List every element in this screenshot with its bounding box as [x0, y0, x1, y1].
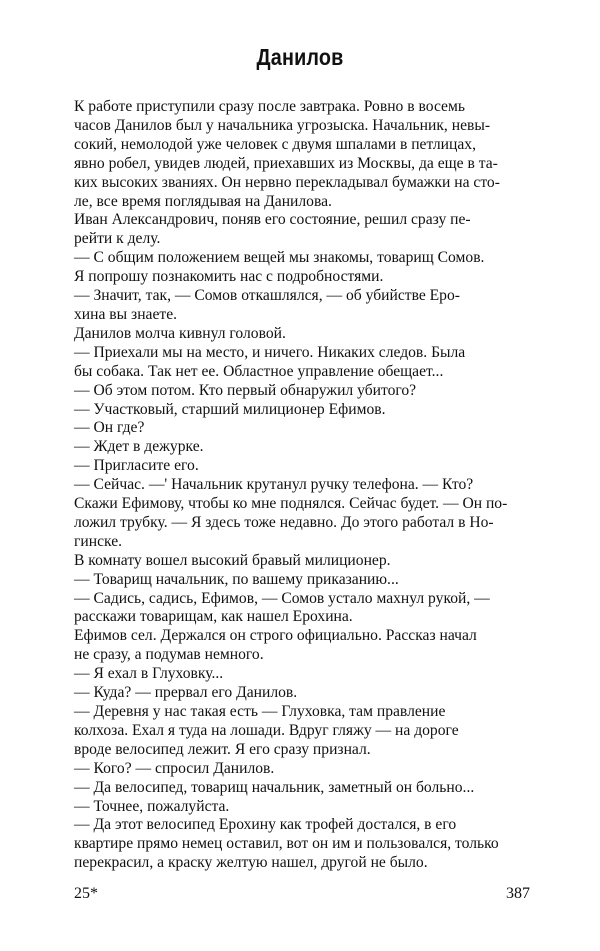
paragraph: — Да велосипед, товарищ начальник, заметный он больно... [74, 778, 475, 796]
paragraph: Иван Александрович, поняв его состояние, решил сразу пе- рейти к делу. [74, 211, 471, 248]
paragraph: — С общим положением вещей мы знакомы, товарищ Сомов. Я попрошу познакомить нас с подробностями. [74, 249, 485, 286]
paragraph: — Куда? — прервал его Данилов. [74, 684, 298, 702]
paragraph: — Точнее, пожалуйста. [74, 797, 230, 815]
paragraph: — Об этом потом. Кто первый обнаружил убитого? [74, 381, 417, 399]
paragraph: — Садись, садись, Ефимов, — Сомов устало махнул рукой, — расскажи товарищам, как нашел Ерохина. [74, 589, 490, 626]
paragraph: Ефимов сел. Держался он строго официально. Рассказ начал не сразу, а подумав немного. [74, 627, 477, 664]
paragraph: — Он где? [74, 419, 145, 437]
body-text [74, 98, 530, 873]
paragraph: — Значит, так, — Сомов откашлялся, — об убийстве Еро- хина вы знаете. [74, 287, 460, 323]
paragraph: — Кого? — спросил Данилов. [74, 759, 275, 777]
signature-mark: 25* [74, 885, 98, 902]
paragraph: — Приехали мы на место, и ничего. Никаких следов. Была бы собака. Так нет ее. Областное управление обещает... [74, 343, 466, 380]
paragraph: — Деревня у нас такая есть — Глуховка, там правление колхоза. Ехал я туда на лошади. Вдруг гляжу — на дороге вроде велосипед лежит. Я его сразу признал. [74, 703, 459, 758]
paragraph: — Участковый, старший милиционер Ефимов. [74, 400, 386, 418]
chapter-title: Данилов [256, 44, 344, 70]
paragraph: — Ждет в дежурке. [74, 438, 204, 456]
page-number: 387 [506, 885, 530, 902]
paragraph: Данилов молча кивнул головой. [74, 324, 286, 342]
paragraph: — Да этот велосипед Ерохину как трофей достался, в его квартире прямо немец оставил, вот он им и пользовался, только перекрасил, а краску желтую нашел, другой не было. [74, 816, 499, 872]
paragraph: — Товарищ начальник, по вашему приказанию... [74, 570, 399, 588]
paragraph: В комнату вошел высокий бравый милиционер. [74, 551, 391, 569]
paragraph: К работе приступили сразу после завтрака. Ровно в восемь часов Данилов был у начальника угрозыска. Начальник, невы- сокий, немолодой уже человек с двумя шпалами в петлицах, явно робел, увидев людей, приехавших из Москвы, да еще в та- ких высоких званиях. Он нервно перекладывал бумажки на сто- ле, все время поглядывая на Данилова. [74, 98, 500, 210]
paragraph: — Сейчас. —' Начальник крутанул ручку телефона. — Кто? Скажи Ефимову, чтобы ко мне поднялся. Сейчас будет. — Он по- ложил трубку. — Я здесь тоже недавно. До этого работал в Но- гинске. [74, 476, 508, 550]
paragraph: — Пригласите его. [74, 457, 199, 475]
paragraph: — Я ехал в Глуховку... [74, 665, 224, 683]
